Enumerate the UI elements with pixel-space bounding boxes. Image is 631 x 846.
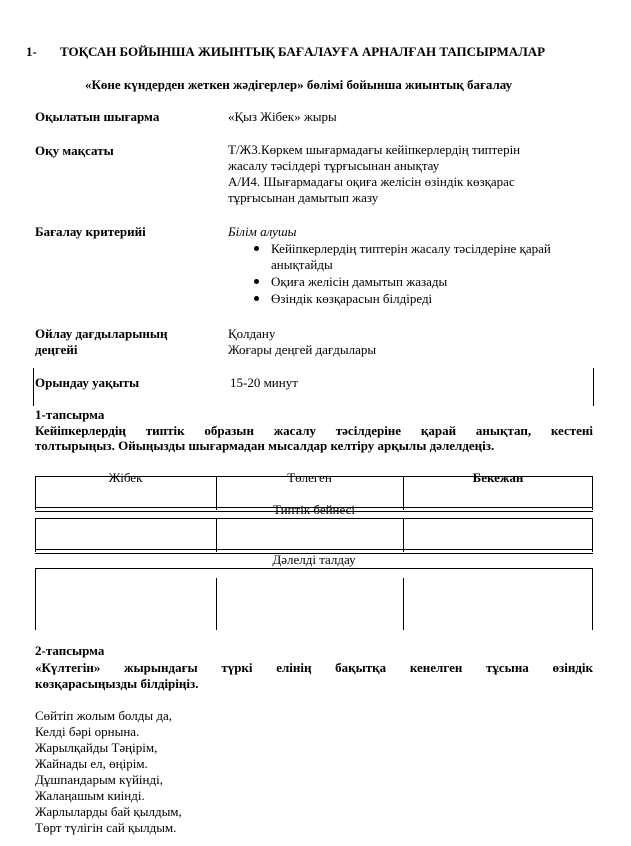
table-line xyxy=(35,568,593,569)
time-value: 15-20 минут xyxy=(230,375,298,390)
poem-line: Сөйтіп жолым болды да, xyxy=(35,708,172,723)
table-border xyxy=(216,578,217,630)
task1-text-cont: толтырыңыз. Ойыңызды шығармадан мысалдар келтіру арқылы дәлелдеңіз. xyxy=(35,438,495,453)
table-border xyxy=(35,518,36,552)
column-header: Жібек xyxy=(108,470,143,485)
poem-line: Төрт түлігін сай қылдым. xyxy=(35,820,177,835)
criteria-item: Оқиға желісін дамытып жазады xyxy=(271,274,448,289)
time-label: Орындау уақыты xyxy=(35,375,140,390)
work-value: «Қыз Жібек» жыры xyxy=(228,109,337,124)
level-value: Жоғары деңгей дағдылары xyxy=(228,342,377,357)
goal-label: Оқу мақсаты xyxy=(35,143,114,158)
page-subtitle: «Көне күндерден жеткен жәдігерлер» бөлімі бойынша жиынтық бағалау xyxy=(85,77,513,92)
level-label: Ойлау дағдыларының xyxy=(35,326,168,341)
poem-line: Жайнады ел, өңірім. xyxy=(35,756,148,771)
section-number: 1- xyxy=(26,44,37,59)
criteria-label: Бағалау критерийі xyxy=(35,224,146,239)
border-right xyxy=(593,368,594,406)
task2-heading: 2-тапсырма xyxy=(35,643,105,658)
task2-text: «Күлтегін» жырындағы түркі елінің бақытқа кенелген тұсына өзіндік xyxy=(35,660,593,675)
poem-line: Келді бәрі орнына. xyxy=(35,724,140,739)
page-title: ТОҚСАН БОЙЫНША ЖИЫНТЫҚ БАҒАЛАУҒА АРНАЛҒАН ТАПСЫРМАЛАР xyxy=(60,44,546,59)
poem-line: Жалаңашым киінді. xyxy=(35,788,145,803)
bullet-icon xyxy=(254,296,259,301)
goal-line: А/И4. Шығармадағы оқиға желісін өзіндік көзқарас xyxy=(228,174,515,189)
criteria-item: Кейіпкерлердің типтерін жасалу тәсілдеріне қарай xyxy=(271,241,551,256)
table-line xyxy=(35,518,593,519)
table-border xyxy=(35,568,36,630)
task2-text-cont: көзқарасыңызды білдіріңіз. xyxy=(35,676,199,691)
column-header: Төлеген xyxy=(287,470,332,485)
task1-heading: 1-тапсырма xyxy=(35,407,105,422)
row-label-analysis: Дәлелді талдау xyxy=(272,552,356,567)
goal-line: жасалу тәсілдері тұрғысынан анықтау xyxy=(228,158,440,173)
bullet-icon xyxy=(254,246,259,251)
level-value: Қолдану xyxy=(228,326,276,341)
border-left xyxy=(33,368,34,406)
work-label: Оқылатын шығарма xyxy=(35,109,160,124)
table-border xyxy=(403,578,404,630)
table-border xyxy=(592,518,593,552)
bullet-icon xyxy=(254,279,259,284)
task1-text: Кейіпкерлердің типтік образын жасалу тәсілдеріне қарай анықтап, кестені xyxy=(35,423,593,438)
criteria-item: Өзіндік көзқарасын білдіреді xyxy=(271,291,433,306)
row-label-typical: Типтік бейнесі xyxy=(273,502,355,517)
criteria-intro: Білім алушы xyxy=(228,224,297,239)
goal-line: тұрғысынан дамытып жазу xyxy=(228,190,379,205)
column-header: Бекежан xyxy=(472,470,524,485)
criteria-item-cont: анықтайды xyxy=(271,257,333,272)
poem-line: Жарылқайды Тәңірім, xyxy=(35,740,158,755)
table-border xyxy=(403,518,404,552)
goal-line: Т/Ж3.Көркем шығармадағы кейіпкерлердің типтерін xyxy=(228,142,521,157)
table-border xyxy=(592,568,593,630)
poem-line: Дұшпандарым күйінді, xyxy=(35,772,163,787)
table-border xyxy=(216,518,217,552)
poem-line: Жарлыларды бай қылдым, xyxy=(35,804,182,819)
level-label-cont: деңгейі xyxy=(35,342,78,357)
